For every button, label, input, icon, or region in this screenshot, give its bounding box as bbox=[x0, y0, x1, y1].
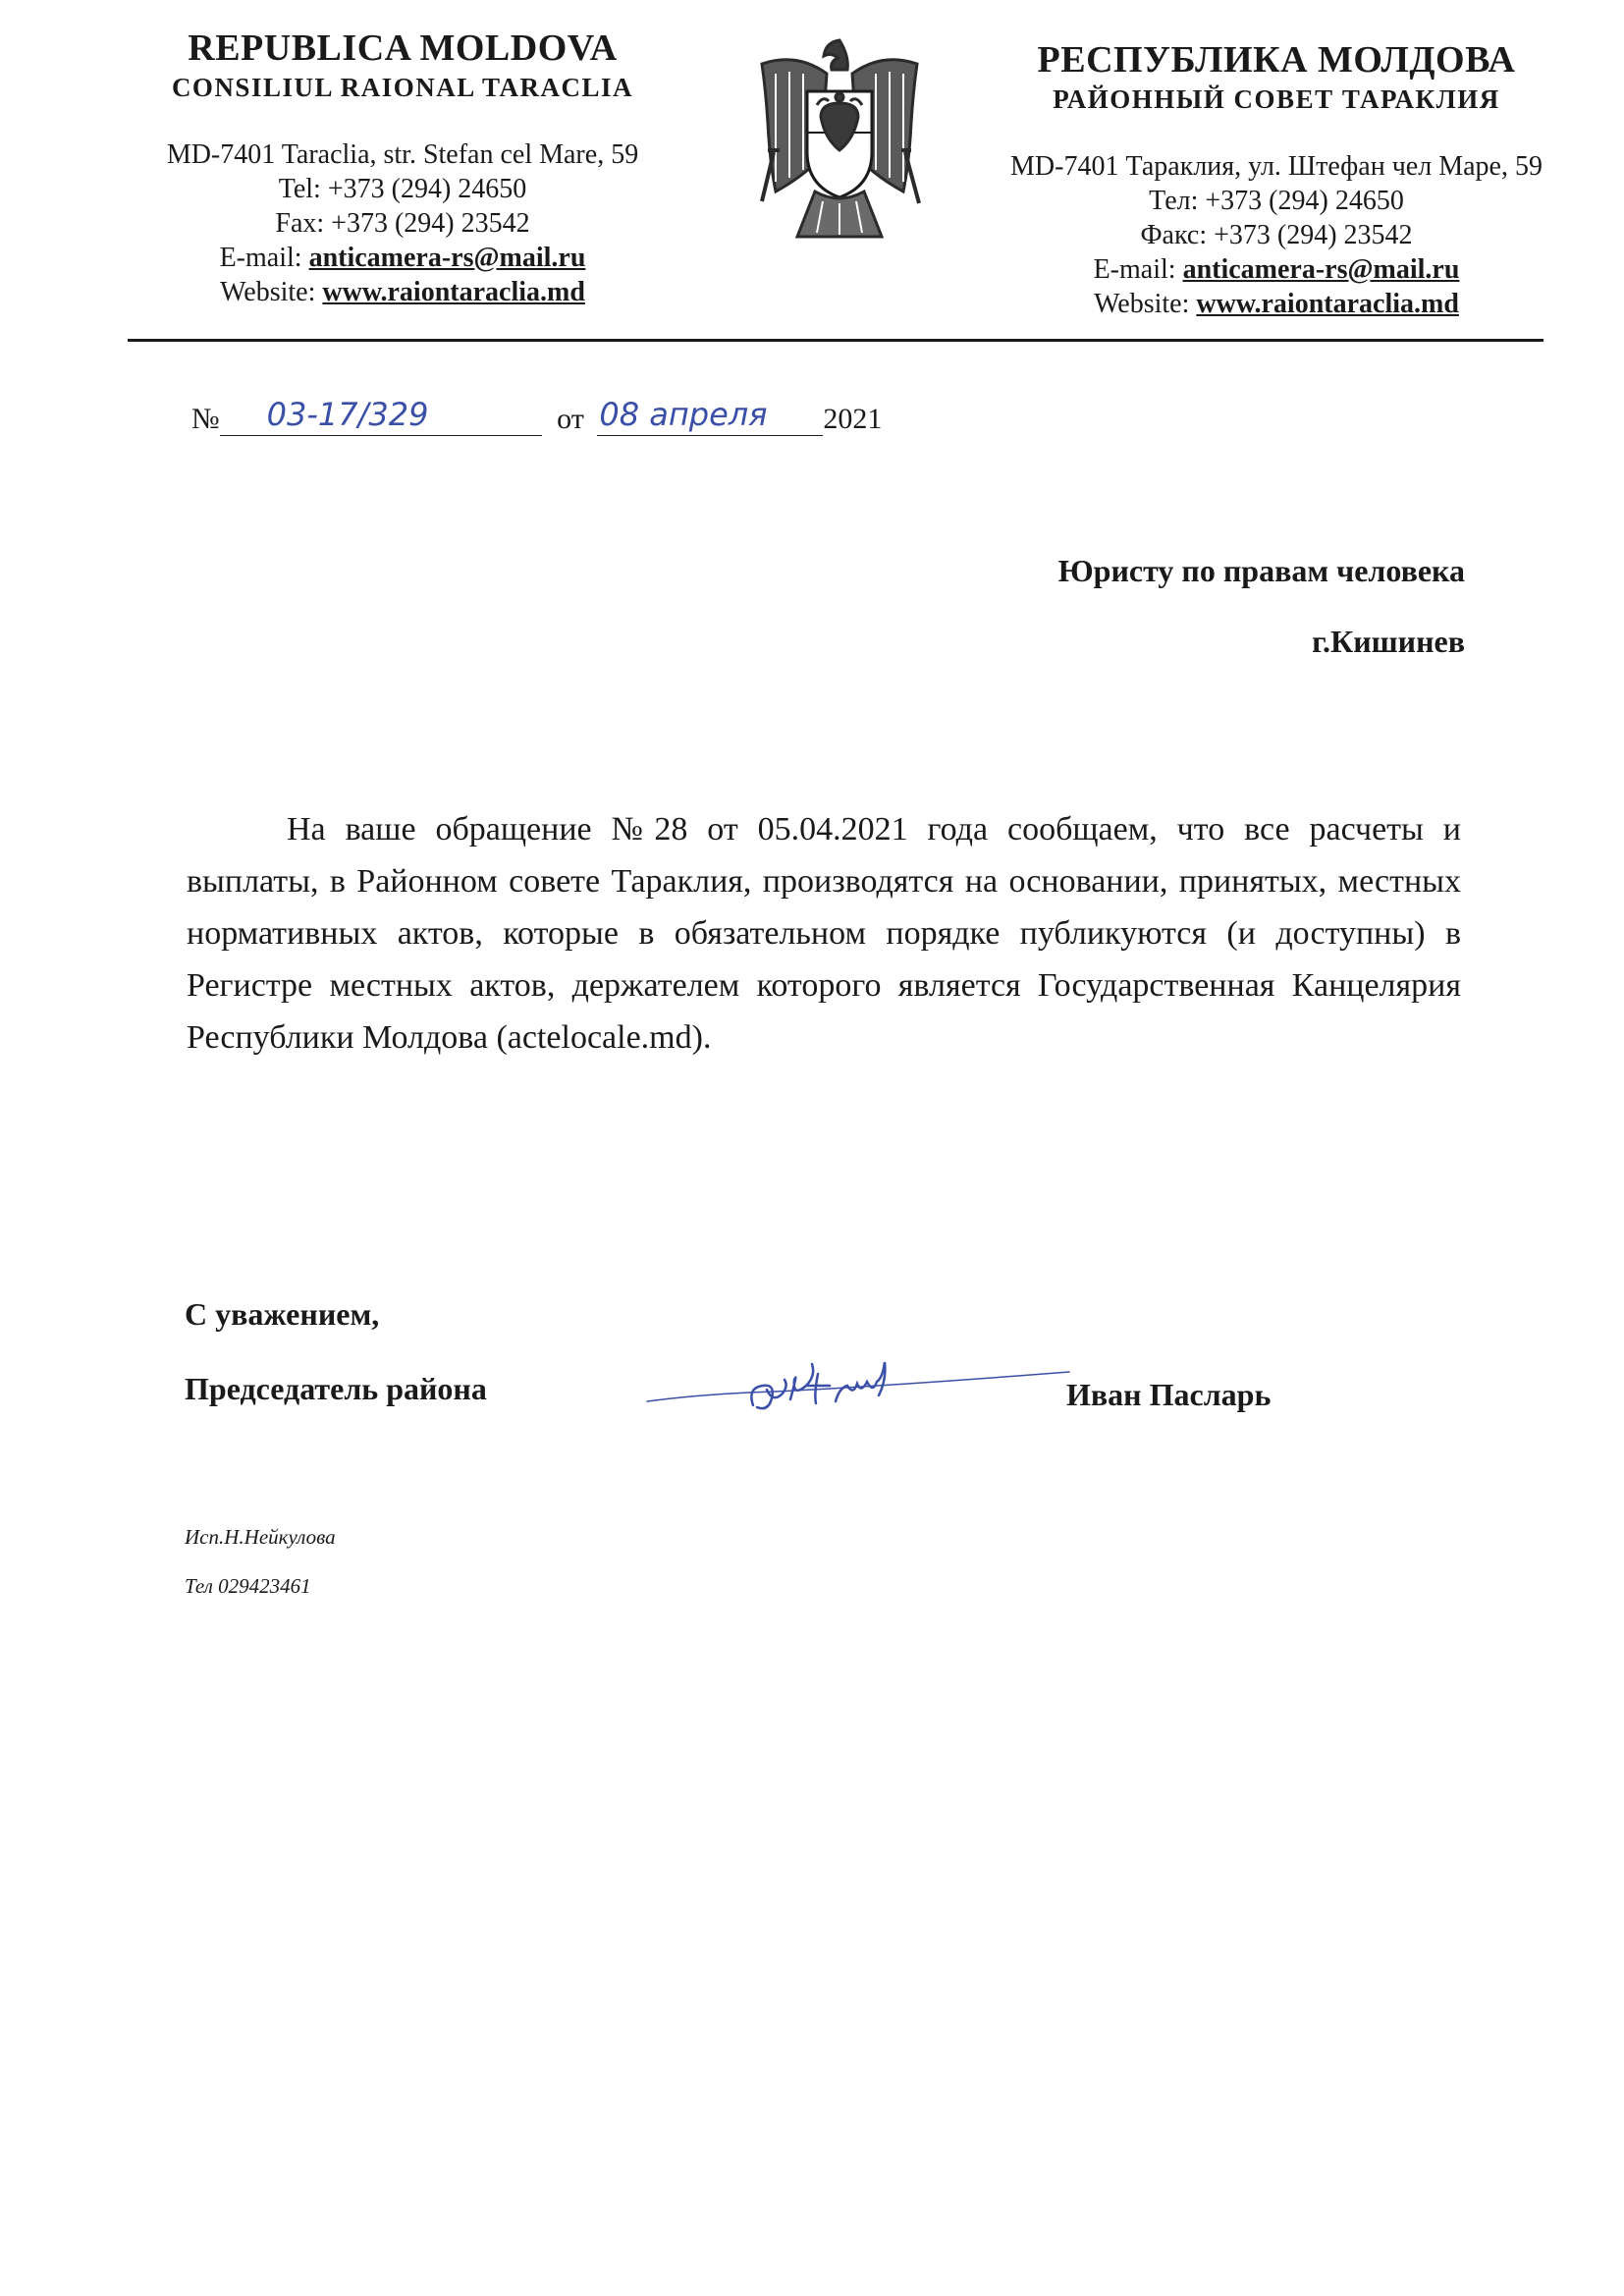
website-ru: Website: www.raiontaraclia.md bbox=[1094, 289, 1459, 319]
date-label: от bbox=[557, 403, 584, 435]
address-ru: MD-7401 Тараклия, ул. Штефан чел Маре, 59 bbox=[1010, 151, 1543, 182]
website-link-ro[interactable]: www.raiontaraclia.md bbox=[322, 277, 585, 307]
executor-name: Исп.Н.Нейкулова bbox=[185, 1525, 336, 1549]
email-ro: E-mail: anticamera-rs@mail.ru bbox=[219, 243, 586, 273]
number-label: № bbox=[191, 403, 220, 435]
email-link-ro[interactable]: anticamera-rs@mail.ru bbox=[308, 243, 586, 273]
tel-ru: Тел: +373 (294) 24650 bbox=[1149, 186, 1404, 216]
registration-number: 03-17/329 bbox=[266, 396, 429, 433]
registration-line bbox=[191, 398, 882, 443]
council-name-ru: РАЙОННЫЙ СОВЕТ ТАРАКЛИЯ bbox=[1053, 84, 1500, 114]
addressee-line2: г.Кишинев bbox=[1312, 624, 1465, 659]
address-ro: MD-7401 Taraclia, str. Stefan cel Mare, 59 bbox=[166, 139, 639, 170]
closing: С уважением, bbox=[185, 1296, 380, 1332]
signature-icon bbox=[643, 1350, 1075, 1429]
country-name-ru: РЕСПУБЛИКА МОЛДОВА bbox=[1037, 39, 1516, 81]
signatory-name: Иван Пасларь bbox=[1066, 1377, 1272, 1412]
executor bbox=[185, 1512, 336, 1611]
website-ro: Website: www.raiontaraclia.md bbox=[220, 277, 585, 307]
fax-ro: Fax: +373 (294) 23542 bbox=[275, 208, 530, 239]
registration-date: 08 апреля bbox=[599, 396, 768, 433]
header-rule bbox=[128, 339, 1543, 342]
header-right bbox=[982, 37, 1571, 321]
addressee bbox=[1058, 535, 1465, 677]
fax-ru: Факс: +373 (294) 23542 bbox=[1140, 220, 1413, 250]
header-left bbox=[118, 26, 687, 309]
coat-of-arms-icon bbox=[746, 34, 933, 255]
contacts-ru bbox=[982, 149, 1571, 321]
registration-year: 2021 bbox=[823, 403, 883, 435]
country-name-ro: REPUBLICA MOLDOVA bbox=[188, 27, 618, 69]
email-ru: E-mail: anticamera-rs@mail.ru bbox=[1093, 254, 1460, 285]
contacts-ro bbox=[118, 137, 687, 309]
body-paragraph: На ваше обращение №28 от 05.04.2021 года сообщаем, что все расчеты и выплаты, в Районном совете Тараклия, производятся на основании, принятых, местных нормативных актов, которые в обязательном порядке публикуются (и доступны) в Регистре местных актов, держателем которого является Государственная Канцелярия Республики Молдова (actelocale.md). bbox=[187, 811, 1461, 1056]
addressee-line1: Юристу по правам человека bbox=[1057, 553, 1465, 588]
website-link-ru[interactable]: www.raiontaraclia.md bbox=[1196, 289, 1459, 319]
tel-ro: Tel: +373 (294) 24650 bbox=[278, 174, 527, 204]
signatory-title: Председатель района bbox=[185, 1371, 487, 1406]
executor-phone: Тел 029423461 bbox=[185, 1574, 311, 1598]
council-name-ro: CONSILIUL RAIONAL TARACLIA bbox=[171, 73, 634, 102]
number-field bbox=[220, 398, 542, 436]
date-field bbox=[597, 398, 823, 436]
email-link-ru[interactable]: anticamera-rs@mail.ru bbox=[1182, 254, 1460, 285]
